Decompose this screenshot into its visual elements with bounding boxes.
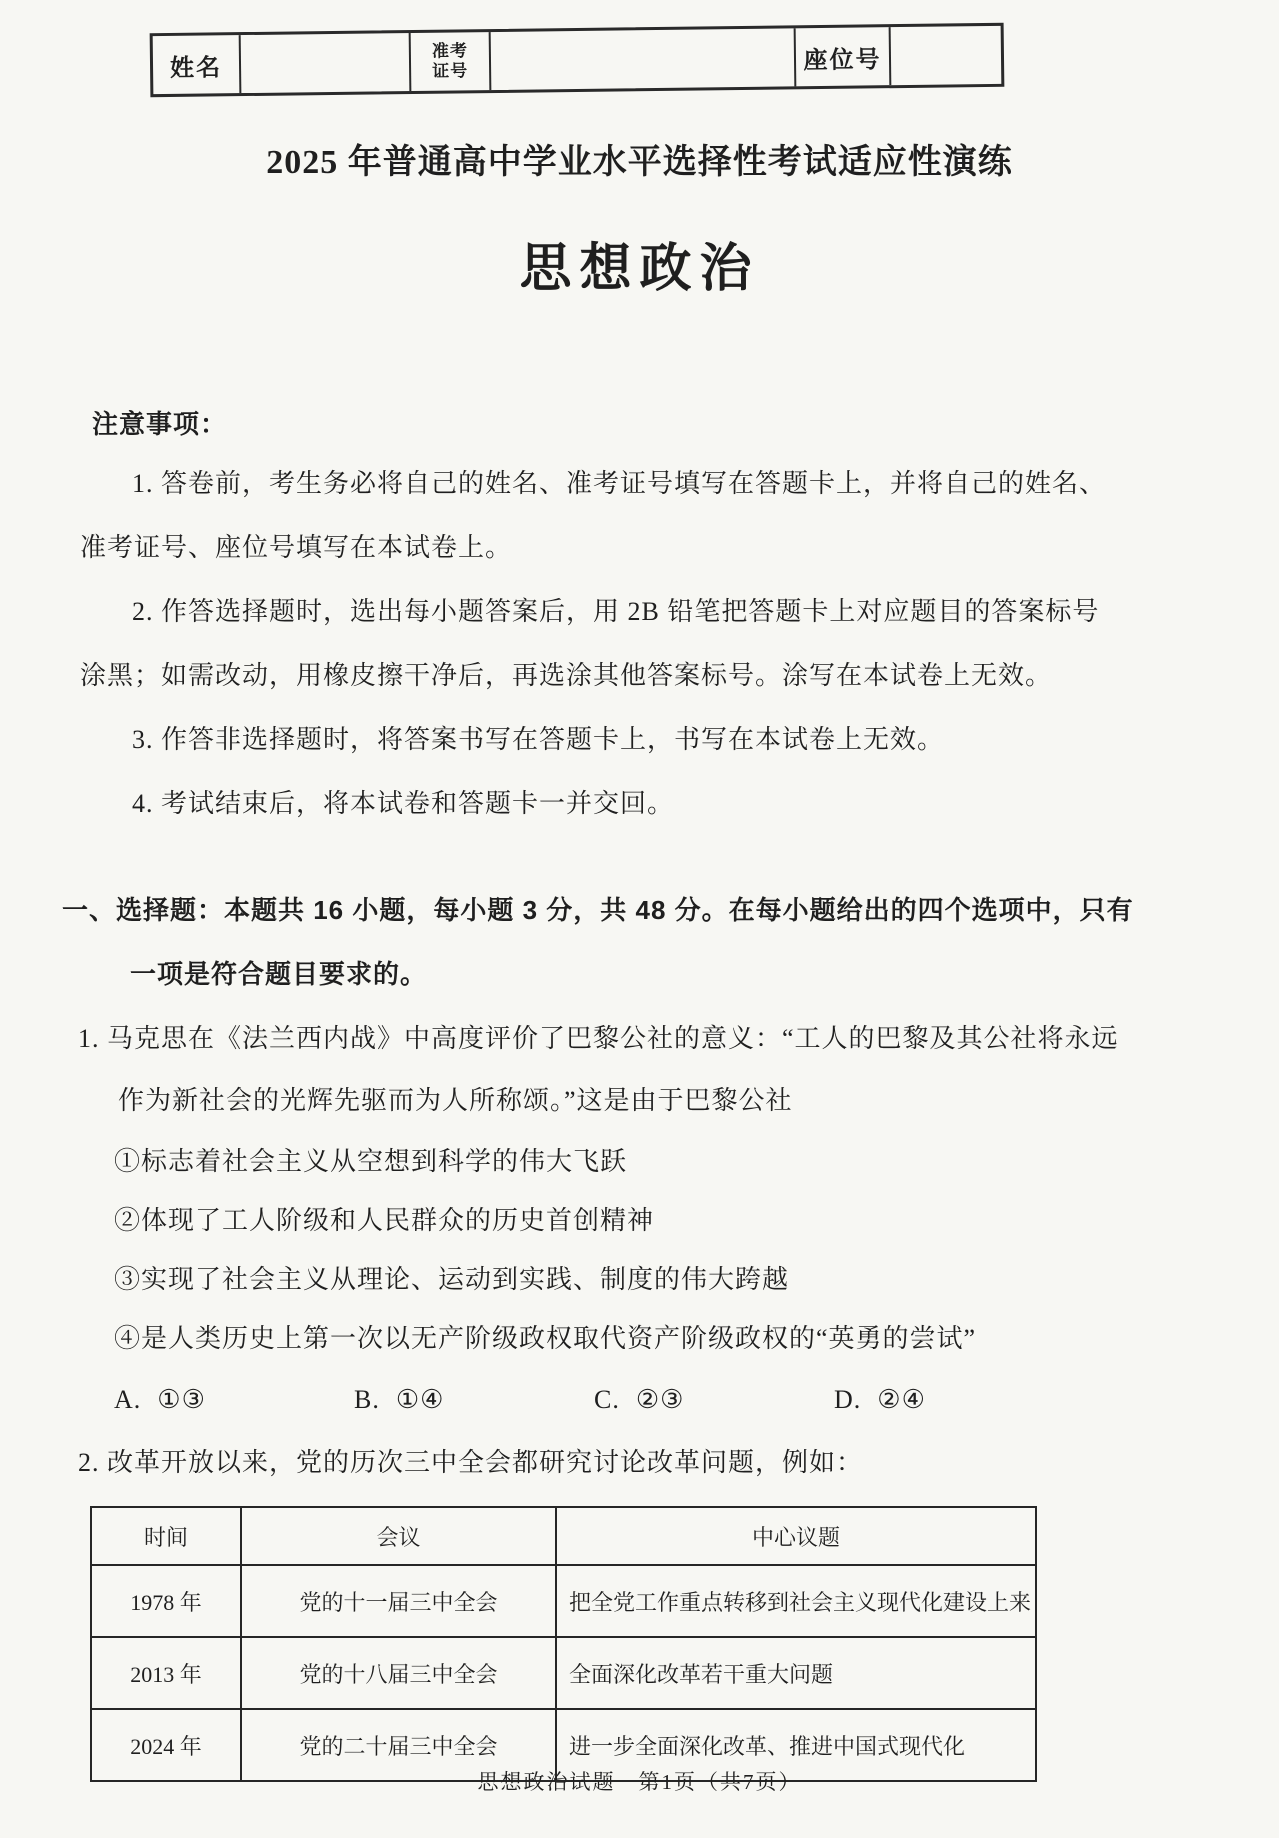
text-line: 一项是符合题目要求的。: [130, 959, 428, 989]
statement-2: ②体现了工人阶级和人民群众的历史首创精神: [114, 1206, 655, 1235]
option-b: [354, 1370, 594, 1430]
cell-meeting: 党的十一届三中全会: [241, 1565, 556, 1637]
section-heading: [62, 878, 1209, 1006]
text-line: 4. 考试结束后，将本试卷和答题卡一并交回。: [132, 789, 675, 818]
cell-time: 2013 年: [91, 1637, 241, 1709]
cell-time: 2024 年: [91, 1709, 241, 1781]
header-time: 时间: [91, 1507, 241, 1565]
option-a-label: A.: [114, 1385, 142, 1414]
seat-number-fill-cell: [891, 26, 1002, 85]
subject-title: 思想政治: [519, 241, 760, 298]
cell-topic: 进一步全面深化改革、推进中国式现代化: [556, 1709, 1036, 1781]
option-d: [834, 1370, 1074, 1430]
option-a-value: ①③: [157, 1385, 206, 1414]
candidate-info-table: [150, 23, 1005, 97]
option-d-label: D.: [834, 1385, 862, 1414]
question-stem-line: 作为新社会的光辉先驱而为人所称颂。”这是由于巴黎公社: [118, 1086, 793, 1115]
option-c: [594, 1370, 834, 1430]
notice-item-4: [80, 772, 1209, 836]
question-stem-line: 1. 马克思在《法兰西内战》中高度评价了巴黎公社的意义：“工人的巴黎及其公社将永远: [78, 1024, 1119, 1053]
name-fill-cell: [241, 33, 412, 93]
question-2: [62, 1432, 1209, 1782]
statement-3: ③实现了社会主义从理论、运动到实践、制度的伟大跨越: [114, 1265, 790, 1294]
plenum-table: [90, 1506, 1037, 1782]
notice-heading: 注意事项：: [92, 409, 228, 439]
text-line: 准考证号、座位号填写在本试卷上。: [80, 533, 513, 562]
question-1: [62, 1008, 1209, 1430]
table-row: [91, 1565, 1036, 1637]
statement-4: ④是人类历史上第一次以无产阶级政权取代资产阶级政权的“英勇的尝试”: [114, 1324, 977, 1353]
seat-number-label: 座位号: [796, 27, 892, 86]
notice-item-1: [80, 452, 1209, 580]
text-line: 3. 作答非选择题时，将答案书写在答题卡上，书写在本试卷上无效。: [132, 725, 945, 754]
cell-time: 1978 年: [91, 1565, 241, 1637]
option-b-label: B.: [354, 1385, 380, 1414]
admission-ticket-label: 准考 证号: [411, 32, 492, 91]
question-stem-line: 2. 改革开放以来，党的历次三中全会都研究讨论改革问题，例如：: [78, 1448, 864, 1477]
statement-1: ①标志着社会主义从空想到科学的伟大飞跃: [114, 1147, 628, 1176]
exam-title: 2025 年普通高中学业水平选择性考试适应性演练: [266, 144, 1013, 181]
admission-ticket-fill-cell: [491, 28, 797, 90]
table-row: [91, 1637, 1036, 1709]
notice-item-2: [80, 580, 1209, 708]
text-line: 2. 作答选择题时，选出每小题答案后，用 2B 铅笔把答题卡上对应题目的答案标号: [132, 597, 1100, 626]
cell-topic: 全面深化改革若干重大问题: [556, 1637, 1036, 1709]
option-c-label: C.: [594, 1385, 620, 1414]
paper-body: [62, 402, 1209, 1782]
q1-options: [114, 1370, 1209, 1430]
header-meeting: 会议: [241, 1507, 556, 1565]
q1-statements: [114, 1132, 1209, 1368]
cell-topic: 把全党工作重点转移到社会主义现代化建设上来: [556, 1565, 1036, 1637]
option-c-value: ②③: [635, 1385, 685, 1414]
page-footer: 思想政治试题 第1页（共7页）: [477, 1770, 802, 1794]
text-line: 涂黑；如需改动，用橡皮擦干净后，再选涂其他答案标号。涂写在本试卷上无效。: [80, 661, 1053, 690]
name-label: 姓名: [153, 35, 242, 94]
header-topic: 中心议题: [556, 1507, 1036, 1565]
notice-item-3: [80, 708, 1209, 772]
option-a: [114, 1370, 354, 1430]
cell-meeting: 党的二十届三中全会: [241, 1709, 556, 1781]
cell-meeting: 党的十八届三中全会: [241, 1637, 556, 1709]
text-line: 一、选择题：本题共 16 小题，每小题 3 分，共 48 分。在每小题给出的四个选项中，只有: [62, 895, 1134, 925]
option-d-value: ②④: [877, 1385, 926, 1414]
text-line: 1. 答卷前，考生务必将自己的姓名、准考证号填写在答题卡上，并将自己的姓名、: [132, 469, 1107, 498]
option-b-value: ①④: [395, 1385, 445, 1414]
table-header-row: [91, 1507, 1036, 1565]
